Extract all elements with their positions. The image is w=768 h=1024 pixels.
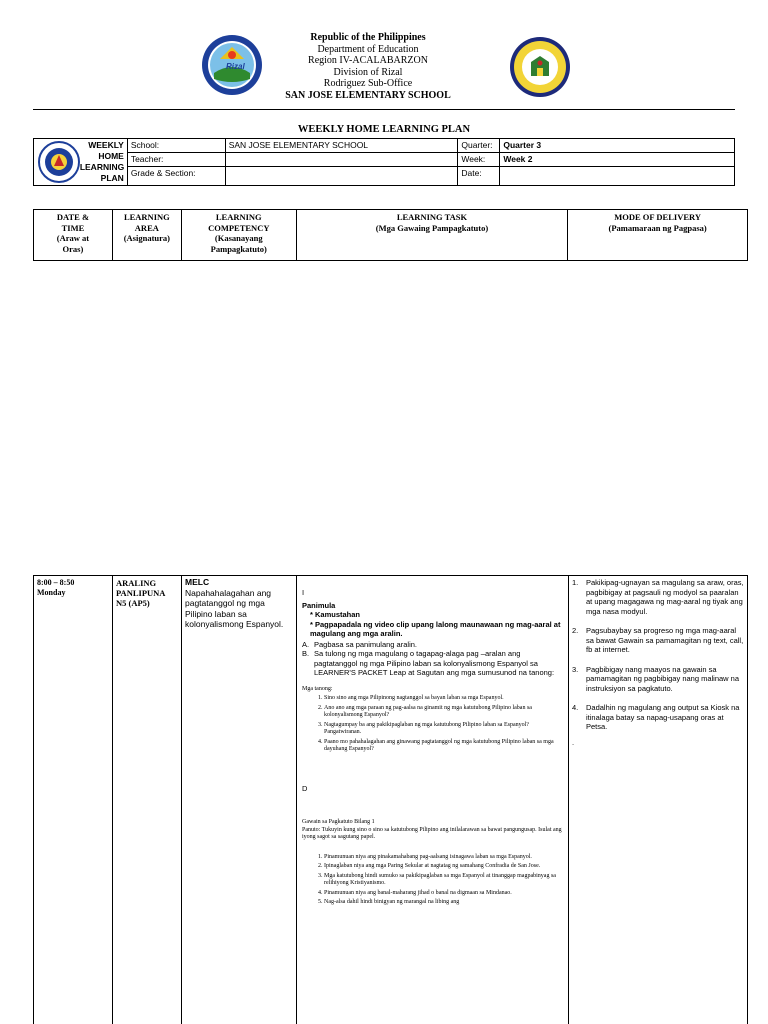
week-value: Week 2 bbox=[500, 153, 735, 167]
gawain-item: 4. Pinamunuan niya ang banal-maharang jihad o banal na digmaan sa Mindanao. bbox=[324, 890, 564, 898]
row-date: 8:00 – 8:50 Monday bbox=[37, 578, 75, 597]
col-competency: LEARNING COMPETENCY (Kasanayang Pampagkatuto) bbox=[181, 210, 296, 261]
deped-seal bbox=[38, 141, 80, 183]
right-seal bbox=[509, 36, 571, 98]
column-header-table bbox=[33, 209, 748, 261]
question-item: 1. Sino sino ang mga Pilipinong nagtanggol sa bayan laban sa mga Espanyol. bbox=[324, 695, 564, 703]
region-line: Region IV-ACALABARZON bbox=[308, 55, 428, 66]
school-name: SAN JOSE ELEMENTARY SCHOOL bbox=[285, 89, 451, 101]
task-intro: Panimula bbox=[302, 600, 336, 610]
competency-text: Napahahalagahan ang pagtatanggol ng mga Pilipino laban sa kolonyalismong Espanyol. bbox=[185, 587, 284, 629]
task-kamustahan: * Kamustahan bbox=[310, 610, 361, 619]
task-a: A. Pagbasa sa panimulang aralin. bbox=[302, 639, 417, 649]
task-d: D bbox=[302, 783, 308, 793]
seal-lettering: Rizal bbox=[226, 62, 245, 71]
plan-title: WEEKLY HOME LEARNING PLAN bbox=[297, 124, 471, 135]
letterhead bbox=[238, 32, 498, 101]
question-item: 4. Paano mo pahahalagahan ang ginawang pagtatanggol ng mga katutubong Pilipino laban sa mga dayuhang Espanyol? bbox=[324, 739, 564, 754]
teacher-label: Teacher: bbox=[127, 153, 225, 167]
delivery-item: 3. Pagbibigay nang maayos na gawain sa pamamagitan ng pagbibigay nang malinaw na instruksiyon sa pagkatuto. bbox=[572, 664, 740, 693]
quarter-label: Quarter: bbox=[458, 139, 500, 153]
task-b: B. Sa tulong ng mga magulang o tagapag-alaga pag –aralan ang pagtatanggol ng mga Pilipino laban sa kolonyalismong Espanyol sa LEARNER'S PACKET Leap at Sagutan ang mga sumusunod na tanong: bbox=[302, 649, 555, 677]
date-value bbox=[500, 167, 735, 186]
division-line: Division of Rizal bbox=[333, 66, 403, 78]
header-divider bbox=[33, 109, 735, 110]
gawain-item: 1. Pinamunuan niya ang pinakamahabang pag-aalsang isinagawa laban sa mga Espanyol. bbox=[324, 854, 564, 862]
question-item: 2. Ano ano ang mga paraan ng pag-aalsa na ginamit ng mga katutubong Pilipino laban sa kolonyalismong Espanyol? bbox=[324, 705, 564, 720]
grade-label: Grade & Section: bbox=[127, 167, 225, 186]
whlp-cell bbox=[34, 139, 128, 186]
questions-title: Mga tanong: bbox=[302, 685, 333, 692]
col-learning-area: LEARNING AREA (Asignatura) bbox=[112, 210, 181, 261]
delivery-dot: . bbox=[572, 737, 575, 747]
gawain-item: 2. Ipinaglaban niya ang mga Paring Sekular at nagtatag ng samahang Confradia de San Jose. bbox=[324, 863, 564, 871]
question-item: 3. Nagtagumpay ba ang pakikipaglaban ng mga katutubong Pilipino laban sa Espanyol? Pangatwiranan. bbox=[324, 722, 564, 737]
suboffice-line: Rodriguez Sub-Office bbox=[323, 78, 413, 89]
week-label: Week: bbox=[458, 153, 500, 167]
questions-list bbox=[302, 695, 564, 754]
content-row bbox=[33, 575, 748, 1024]
info-table bbox=[33, 138, 735, 186]
whlp-label: WEEKLY HOME LEARNING PLAN bbox=[79, 140, 125, 183]
row-competency bbox=[185, 577, 293, 630]
quarter-value: Quarter 3 bbox=[500, 139, 735, 153]
task-roman: I bbox=[302, 588, 305, 597]
melc-label: MELC bbox=[185, 577, 210, 587]
row-learning-area: ARALING PANLIPUNA N5 (AP5) bbox=[116, 578, 166, 608]
delivery-item: 1. Pakikipag-ugnayan sa magulang sa araw, oras, pagbibigay at pagsauli ng modyol sa paaralan at upang magagawa ng mag-aaral ng tiyak ang mga nasa modyul. bbox=[572, 578, 744, 616]
gawain-items bbox=[302, 854, 564, 907]
delivery-item: 4. Dadalhin ng magulang ang output sa Kiosk na itinalaga batay sa napag-usapang oras at Petsa. bbox=[572, 703, 740, 731]
panuto: Panuto: Tukuyin kung sino o sino sa katutubong Pilipino ang inilalarawan sa bawat pangungusap. Isulat ang iyong sagot sa sagutang papel. bbox=[302, 826, 562, 840]
task-pagpapadala: * Pagpapadala ng video clip upang lalong maunawaan ng mag-aaral at magulang ang mga aralin. bbox=[310, 619, 561, 638]
col-mode-delivery: MODE OF DELIVERY (Pamamaraan ng Pagpasa) bbox=[568, 210, 748, 261]
row-delivery bbox=[572, 578, 744, 747]
school-label: School: bbox=[127, 139, 225, 153]
date-label: Date: bbox=[458, 167, 500, 186]
gawain-item: 5. Nag-alsa dahil hindi binigyan ng marangal na libing ang bbox=[324, 899, 564, 907]
col-date-time: DATE & TIME (Araw at Oras) bbox=[34, 210, 113, 261]
col-learning-task: LEARNING TASK (Mga Gawaing Pampagkatuto) bbox=[296, 210, 568, 261]
grade-value bbox=[225, 167, 458, 186]
gawain-item: 3. Mga katutubong hindi sumuko sa pakikipaglaban sa mga Espanyol at tinanggap magpabinyag sa relihiyong Kristiyanismo. bbox=[324, 873, 564, 888]
row-learning-task bbox=[302, 588, 564, 909]
gawain-title: Gawain sa Pagkatuto Bilang 1 bbox=[302, 819, 375, 825]
republic-line: Republic of the Philippines bbox=[310, 32, 426, 43]
school-value: SAN JOSE ELEMENTARY SCHOOL bbox=[225, 139, 458, 153]
teacher-value bbox=[225, 153, 458, 167]
deped-line: Department of Education bbox=[317, 43, 419, 55]
delivery-item: 2. Pagsubaybay sa progreso ng mga mag-aaral sa bawat Gawain sa pamamagitan ng text, call, fb at internet. bbox=[572, 626, 744, 654]
